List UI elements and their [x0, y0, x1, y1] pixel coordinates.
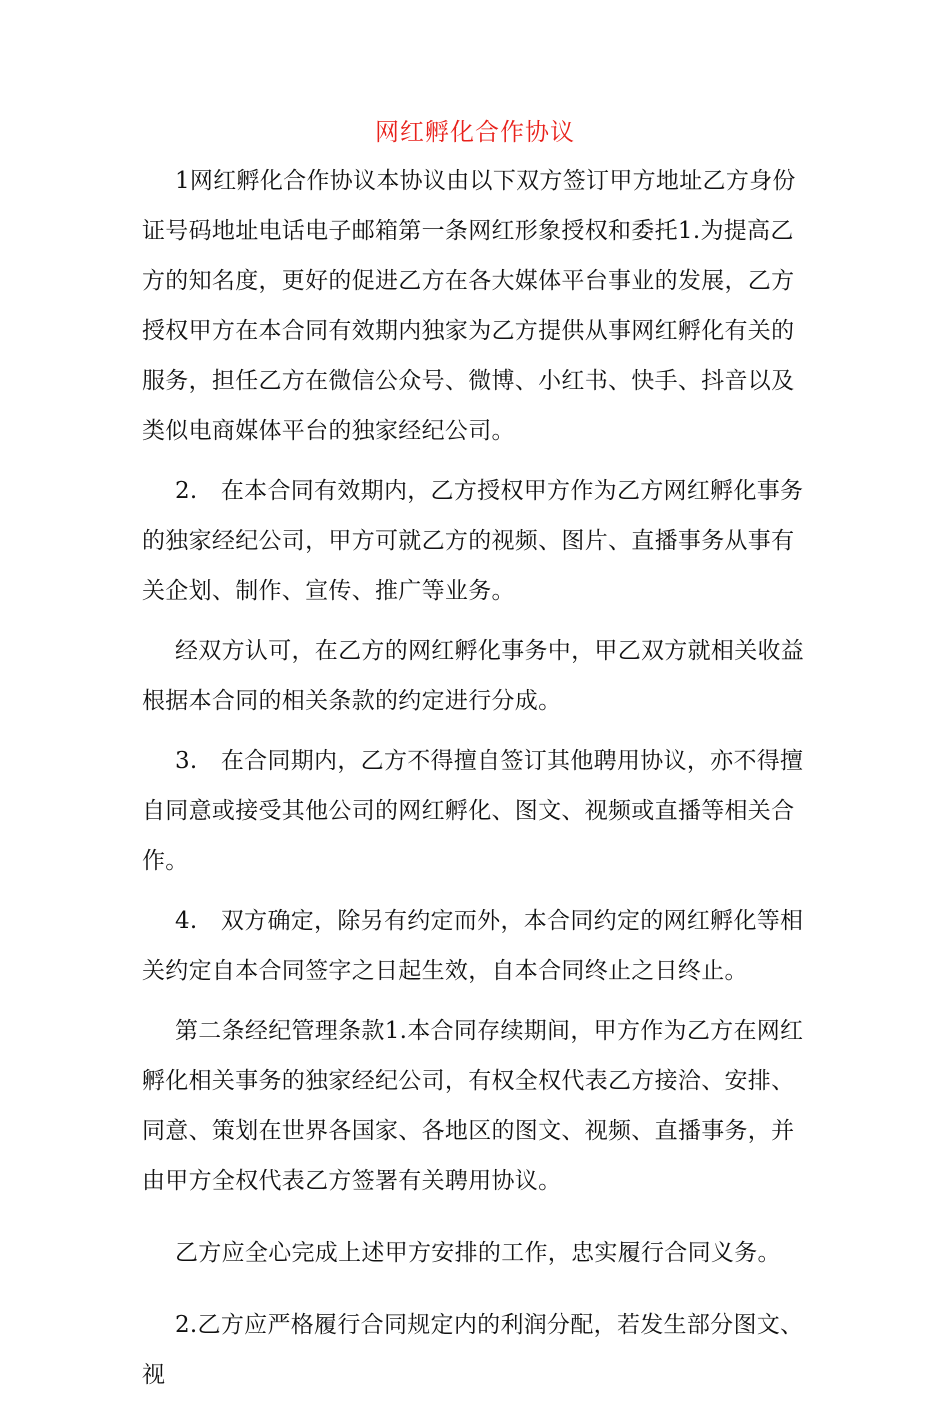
paragraph-1: 1网红孵化合作协议本协议由以下双方签订甲方地址乙方身份证号码地址电话电子邮箱第一条网红形象授权和委托1.为提高乙方的知名度，更好的促进乙方在各大媒体平台事业的发展，乙方授权甲方在本合同有效期内独家为乙方提供从事网红孵化有关的服务，担任乙方在微信公众号、微博、小红书、快手、抖音以及类似电商媒体平台的独家经纪公司。	[142, 168, 796, 444]
paragraph-4: 3. 在合同期内，乙方不得擅自签订其他聘用协议，亦不得擅自同意或接受其他公司的网红孵化、图文、视频或直播等相关合作。	[142, 748, 804, 874]
paragraph-8: 2.乙方应严格履行合同规定内的利润分配，若发生部分图文、视	[142, 1312, 804, 1388]
document-title: 网红孵化合作协议	[375, 118, 575, 146]
paragraph-3: 经双方认可，在乙方的网红孵化事务中，甲乙双方就相关收益根据本合同的相关条款的约定进行分成。	[142, 638, 805, 714]
paragraph-6: 第二条经纪管理条款1.本合同存续期间，甲方作为乙方在网红孵化相关事务的独家经纪公司，有权全权代表乙方接洽、安排、同意、策划在世界各国家、各地区的图文、视频、直播事务，并由甲方全权代表乙方签署有关聘用协议。	[142, 1018, 804, 1194]
paragraph-7: 乙方应全心完成上述甲方安排的工作，忠实履行合同义务。	[175, 1240, 781, 1266]
paragraph-2: 2. 在本合同有效期内，乙方授权甲方作为乙方网红孵化事务的独家经纪公司，甲方可就乙方的视频、图片、直播事务从事有关企划、制作、宣传、推广等业务。	[142, 478, 804, 604]
paragraph-5: 4. 双方确定，除另有约定而外，本合同约定的网红孵化等相关约定自本合同签字之日起生效，自本合同终止之日终止。	[142, 908, 804, 984]
document-body	[142, 156, 812, 1410]
